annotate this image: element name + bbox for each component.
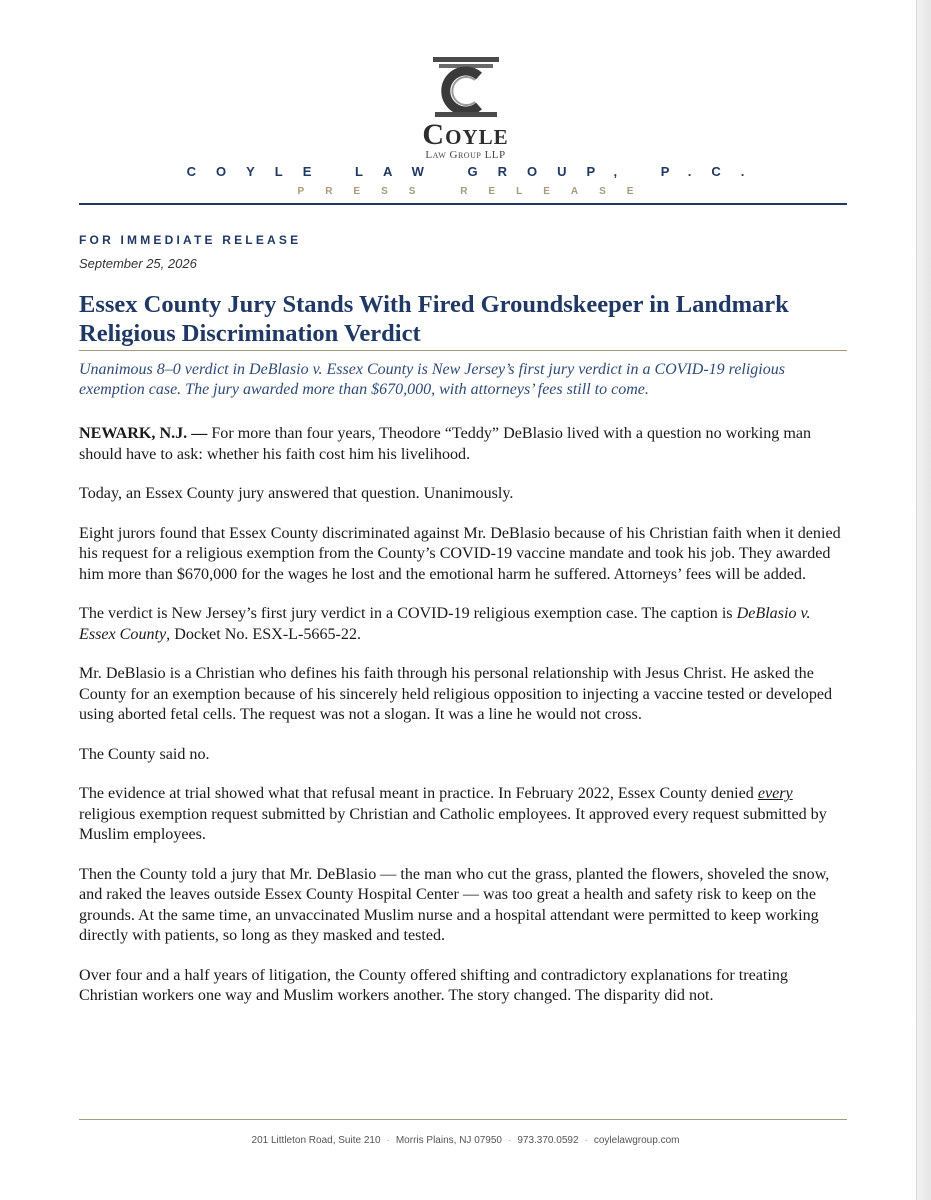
paragraph-4-text-b: , Docket No. ESX-L-5665-22. (166, 625, 362, 643)
footer-address: 201 Littleton Road, Suite 210 (251, 1135, 381, 1146)
column-c-logo-icon (431, 56, 501, 118)
paragraph-2: Today, an Essex County jury answered that question. Unanimously. (79, 485, 514, 502)
page-edge (916, 0, 931, 1200)
paragraph-8: Then the County told a jury that Mr. DeBlasio — the man who cut the grass, planted the flowers, shoveled the snow, and raked the leaves outside Essex County Hospital Center — was too great a health and safety risk to keep on the grounds. At the same time, an unvaccinated Muslim nurse and a hospital attendant were permitted to keep working directly with patients, so long as they masked and tested. (79, 865, 830, 944)
subheadline: Unanimous 8–0 verdict in DeBlasio v. Essex County is New Jersey’s first jury verdict in a COVID-19 religious exemption case. The jury awarded more than $670,000, with attorneys’ fees still to come. (79, 361, 785, 398)
headline-divider (79, 350, 847, 351)
press-release-body (79, 424, 849, 1026)
firm-name: COYLE LAW GROUP, P.C. (186, 164, 765, 179)
dateline: NEWARK, N.J. — (79, 425, 208, 442)
firm-logo (0, 56, 931, 162)
paragraph-9: Over four and a half years of litigation, the County offered shifting and contradictory explanations for treating Christian workers one way and Muslim workers another. The story changed. The disparity did not. (79, 966, 788, 1004)
footer-city: Morris Plains, NJ 07950 (395, 1135, 502, 1146)
headline: Essex County Jury Stands With Fired Groundskeeper in Landmark Religious Discrimination Verdict (79, 291, 789, 347)
footer-divider (79, 1119, 847, 1120)
paragraph-4-text-a: The verdict is New Jersey’s first jury verdict in a COVID-19 religious exemption case. The caption is (79, 605, 737, 622)
logo-name: Coyle (422, 118, 509, 151)
header-divider (79, 203, 847, 205)
paragraph-1 (79, 424, 849, 465)
case-caption: DeBlasio v. Essex County (79, 605, 811, 643)
logo-subtitle: Law Group LLP (425, 149, 506, 161)
paragraph-7-text-a: The evidence at trial showed what that refusal meant in practice. In February 2022, Essex County denied (79, 785, 758, 802)
footer: 201 Littleton Road, Suite 210 · Morris Plains, NJ 07950 · 973.370.0592 · coylelawgroup.com (251, 1135, 680, 1146)
release-date: September 25, 2026 (79, 256, 197, 271)
paragraph-6: The County said no. (79, 745, 210, 763)
footer-website: coylelawgroup.com (593, 1135, 680, 1146)
paragraph-1-text: For more than four years, Theodore “Teddy” DeBlasio lived with a question no working man should have to ask: whether his faith cost him his livelihood. (79, 425, 812, 463)
paragraph-3: Eight jurors found that Essex County discriminated against Mr. DeBlasio because of his Christian faith when it denied his request for a religious exemption from the County’s COVID-19 vaccine mandate and took his job. They awarded him more than $670,000 for the wages he lost and the emotional harm he suffered. Attorneys’ fees will be added. (79, 524, 841, 583)
paragraph-7 (79, 784, 849, 846)
document-type: PRESS RELEASE (297, 186, 655, 197)
release-label: FOR IMMEDIATE RELEASE (79, 233, 302, 247)
emphasis-every: every (757, 785, 793, 802)
footer-phone: 973.370.0592 (517, 1135, 579, 1146)
paragraph-7-text-b: religious exemption request submitted by Christian and Catholic employees. It approved every request submitted by Muslim employees. (79, 805, 827, 843)
paragraph-5: Mr. DeBlasio is a Christian who defines his faith through his personal relationship with Jesus Christ. He asked the County for an exemption because of his sincerely held religious opposition to injecting a vaccine tested or developed using aborted fetal cells. The request was not a slogan. It was a line he would not cross. (79, 665, 833, 723)
paragraph-4 (79, 604, 849, 645)
